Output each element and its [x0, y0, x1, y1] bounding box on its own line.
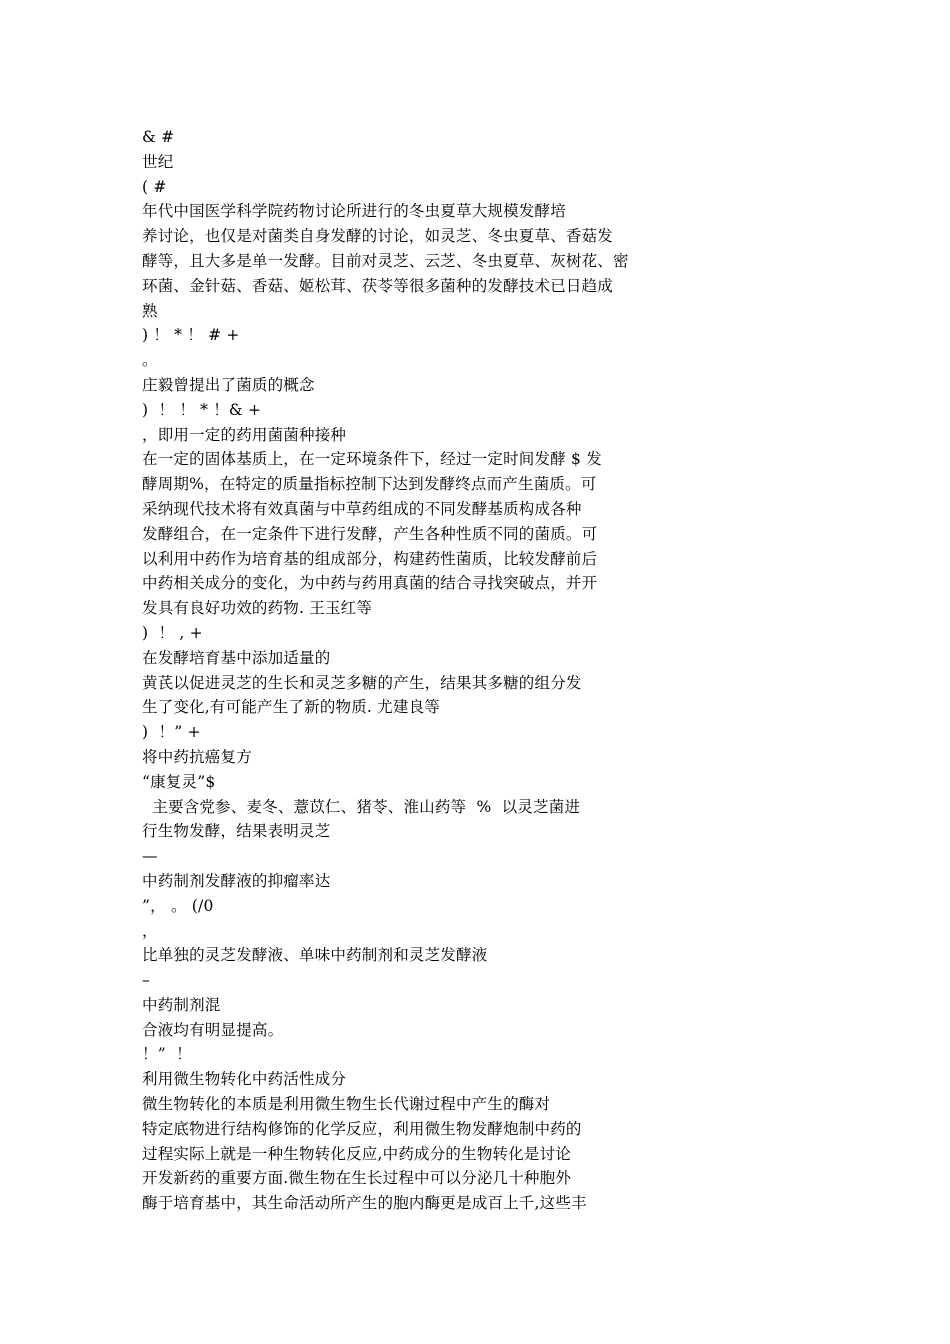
text-line: 黄芪以促进灵芝的生长和灵芝多糖的产生，结果其多糖的组分发 [142, 673, 582, 692]
text-line: – [142, 971, 150, 990]
text-line: 中药制剂混 [142, 995, 221, 1014]
text-line: 。 [142, 351, 158, 370]
text-line: 酶于培育基中，其生命活动所产生的胞内酶更是成百上千,这些丰 [142, 1194, 587, 1213]
text-line: ”， 。 (/0 [142, 896, 214, 915]
text-line: 比单独的灵芝发酵液、单味中药制剂和灵芝发酵液 [142, 946, 488, 965]
text-line: 特定底物进行结构修饰的化学反应，利用微生物发酵炮制中药的 [142, 1119, 582, 1138]
text-line: 行生物发酵，结果表明灵芝 [142, 822, 331, 841]
text-line: 环菌、金针菇、香菇、姬松茸、茯苓等很多菌种的发酵技术已日趋成 [142, 276, 614, 295]
text-line: 庄毅曾提出了菌质的概念 [142, 375, 315, 394]
text-line: 微生物转化的本质是利用微生物生长代谢过程中产生的酶对 [142, 1095, 551, 1114]
text-line: 采纳现代技术将有效真菌与中草药组成的不同发酵基质构成各种 [142, 499, 582, 518]
text-line: 开发新药的重要方面.微生物在生长过程中可以分泌几十种胞外 [142, 1169, 572, 1188]
text-line: ) ！ * ！ # + [142, 326, 240, 345]
text-line: 过程实际上就是一种生物转化反应,中药成分的生物转化是讨论 [142, 1144, 572, 1163]
text-line: 主要含党参、麦冬、薏苡仁、猪苓、淮山药等 % 以灵芝菌进 [142, 797, 581, 816]
text-line: ， [142, 921, 158, 940]
text-line: 发具有良好功效的药物. 王玉红等 [142, 599, 373, 618]
text-line: 中药相关成分的变化，为中药与药用真菌的结合寻找突破点，并开 [142, 574, 598, 593]
text-line: — [142, 847, 158, 866]
text-line: 酵周期%，在特定的质量指标控制下达到发酵终点而产生菌质。可 [142, 475, 597, 494]
text-line: ) ！ , + [142, 623, 203, 642]
text-line: 中药制剂发酵液的抑瘤率达 [142, 871, 331, 890]
text-line: 发酵组合，在一定条件下进行发酵，产生各种性质不同的菌质。可 [142, 524, 598, 543]
text-line: “康复灵”$ [142, 772, 216, 791]
text-line: 将中药抗癌复方 [142, 747, 252, 766]
text-line: ！” ！ [142, 1045, 192, 1064]
text-line: 合液均有明显提高。 [142, 1020, 284, 1039]
text-line: ) ！ ！ * ！& + [142, 400, 262, 419]
text-line: & # [142, 128, 175, 146]
text-line: 生了变化,有可能产生了新的物质. 尤建良等 [142, 698, 440, 717]
text-line: ) ！” + [142, 723, 201, 742]
text-line: 利用微生物转化中药活性成分 [142, 1070, 347, 1089]
text-line: 在发酵培育基中添加适量的 [142, 648, 331, 667]
text-line: 在一定的固体基质上，在一定环境条件下，经过一定时间发酵 $ 发 [142, 450, 602, 469]
text-line: 酵等，且大多是单一发酵。目前对灵芝、云芝、冬虫夏草、灰树花、密 [142, 251, 629, 270]
text-line: ( # [142, 177, 167, 196]
text-line: 年代中国医学科学院药物讨论所进行的冬虫夏草大规模发酵培 [142, 202, 566, 221]
text-line: 养讨论，也仅是对菌类自身发酵的讨论，如灵芝、冬虫夏草、香菇发 [142, 227, 614, 246]
text-line: ，即用一定的药用菌菌种接种 [142, 425, 347, 444]
document-body [142, 125, 702, 1216]
text-line: 熟 [142, 301, 158, 320]
text-line: 以利用中药作为培育基的组成部分，构建药性菌质，比较发酵前后 [142, 549, 598, 568]
text-line: 世纪 [142, 152, 174, 171]
